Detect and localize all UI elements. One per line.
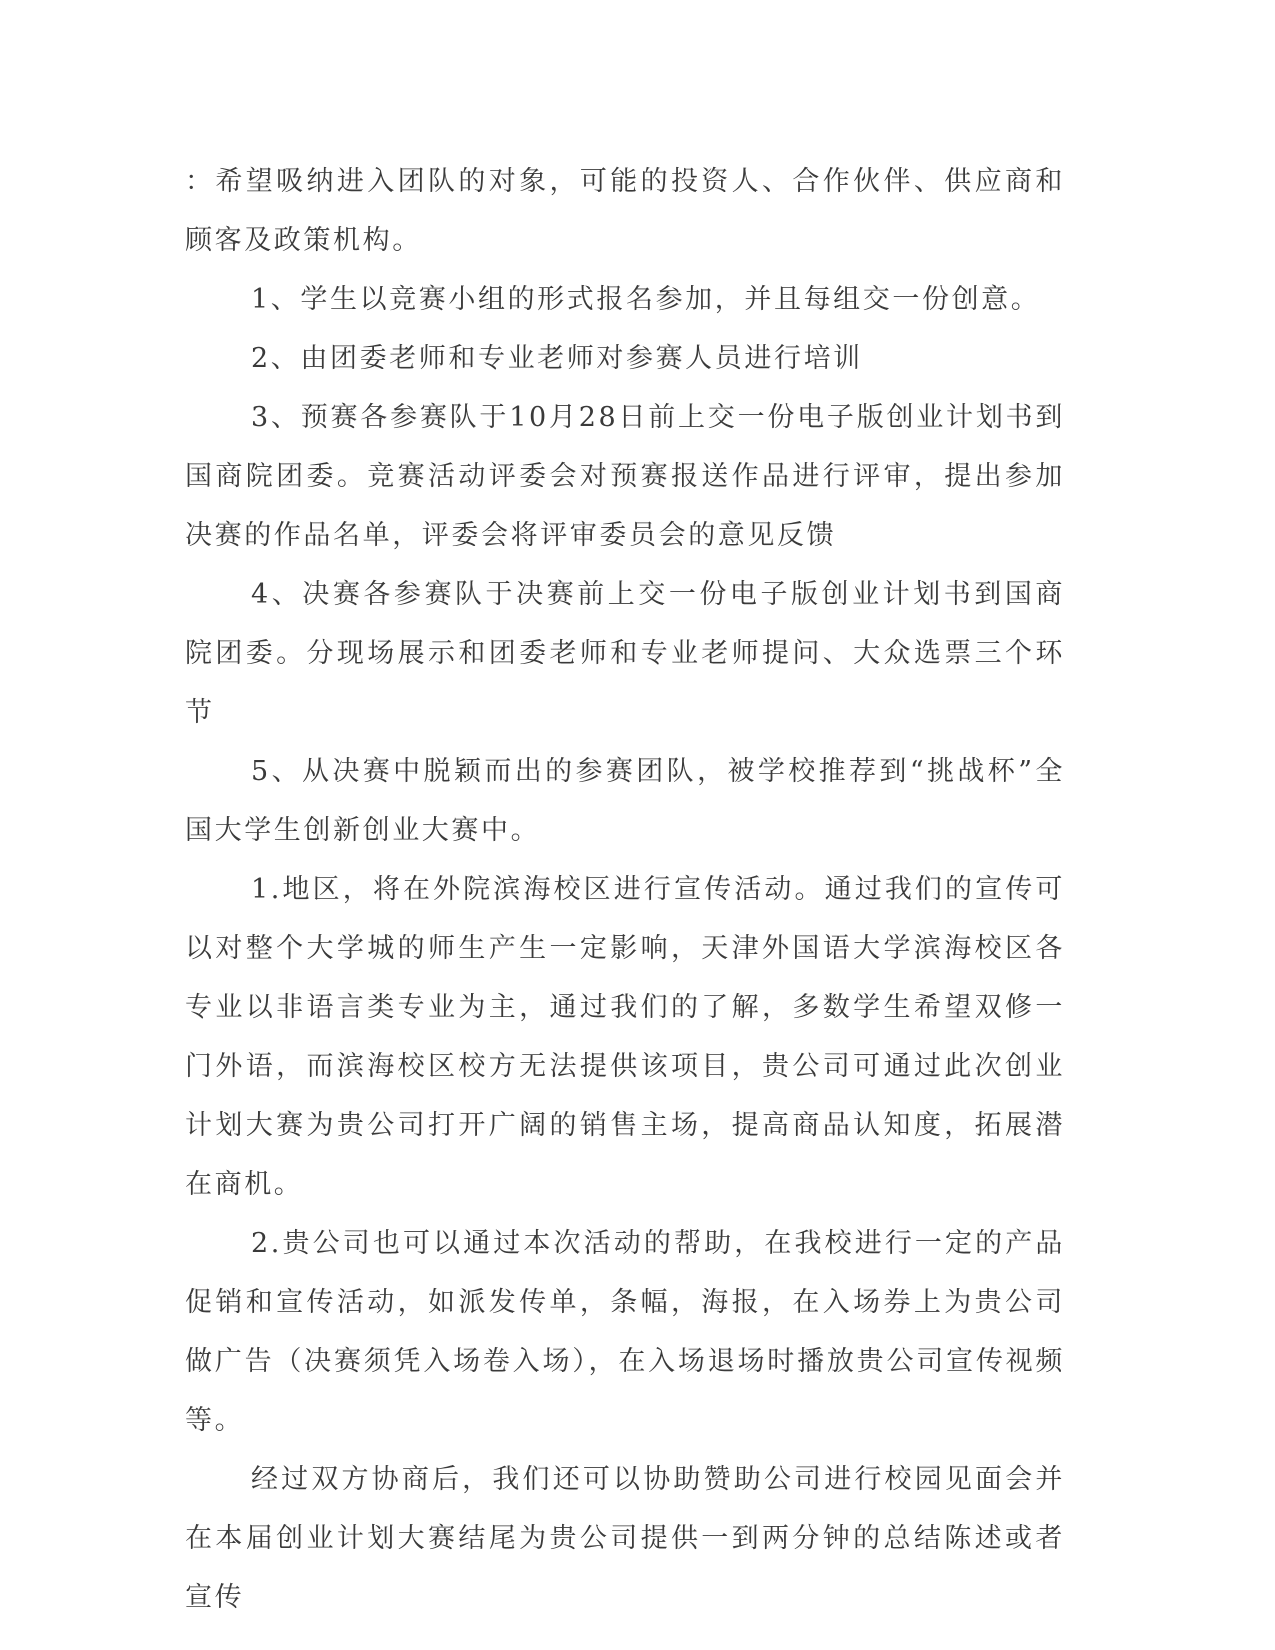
paragraph-step-4: 4、决赛各参赛队于决赛前上交一份电子版创业计划书到国商院团委。分现场展示和团委老师和专业老师提问、大众选票三个环节: [185, 579, 1065, 728]
paragraph-step-5: 5、从决赛中脱颖而出的参赛团队，被学校推荐到“挑战杯”全国大学生创新创业大赛中。: [185, 756, 1065, 846]
paragraph-target-audience: ：希望吸纳进入团队的对象，可能的投资人、合作伙伴、供应商和顾客及政策机构。: [185, 166, 1065, 256]
paragraph-negotiation: 经过双方协商后，我们还可以协助赞助公司进行校园见面会并在本届创业计划大赛结尾为贵公司提供一到两分钟的总结陈述或者宣传: [185, 1464, 1065, 1613]
document-body: [185, 152, 1065, 1627]
paragraph-step-1: 1、学生以竞赛小组的形式报名参加，并且每组交一份创意。: [251, 284, 1041, 315]
paragraph-benefit-1: 1.地区，将在外院滨海校区进行宣传活动。通过我们的宣传可以对整个大学城的师生产生一定影响，天津外国语大学滨海校区各专业以非语言类专业为主，通过我们的了解，多数学生希望双修一门外语，而滨海校区校方无法提供该项目，贵公司可通过此次创业计划大赛为贵公司打开广阔的销售主场，提高商品认知度，拓展潜在商机。: [185, 874, 1065, 1200]
paragraph-step-3: 3、预赛各参赛队于10月28日前上交一份电子版创业计划书到国商院团委。竞赛活动评委会对预赛报送作品进行评审，提出参加决赛的作品名单，评委会将评审委员会的意见反馈: [185, 402, 1065, 551]
paragraph-benefit-2: 2.贵公司也可以通过本次活动的帮助，在我校进行一定的产品促销和宣传活动，如派发传单，条幅，海报，在入场券上为贵公司做广告（决赛须凭入场卷入场），在入场退场时播放贵公司宣传视频等。: [185, 1228, 1065, 1436]
paragraph-step-2: 2、由团委老师和专业老师对参赛人员进行培训: [251, 343, 863, 374]
